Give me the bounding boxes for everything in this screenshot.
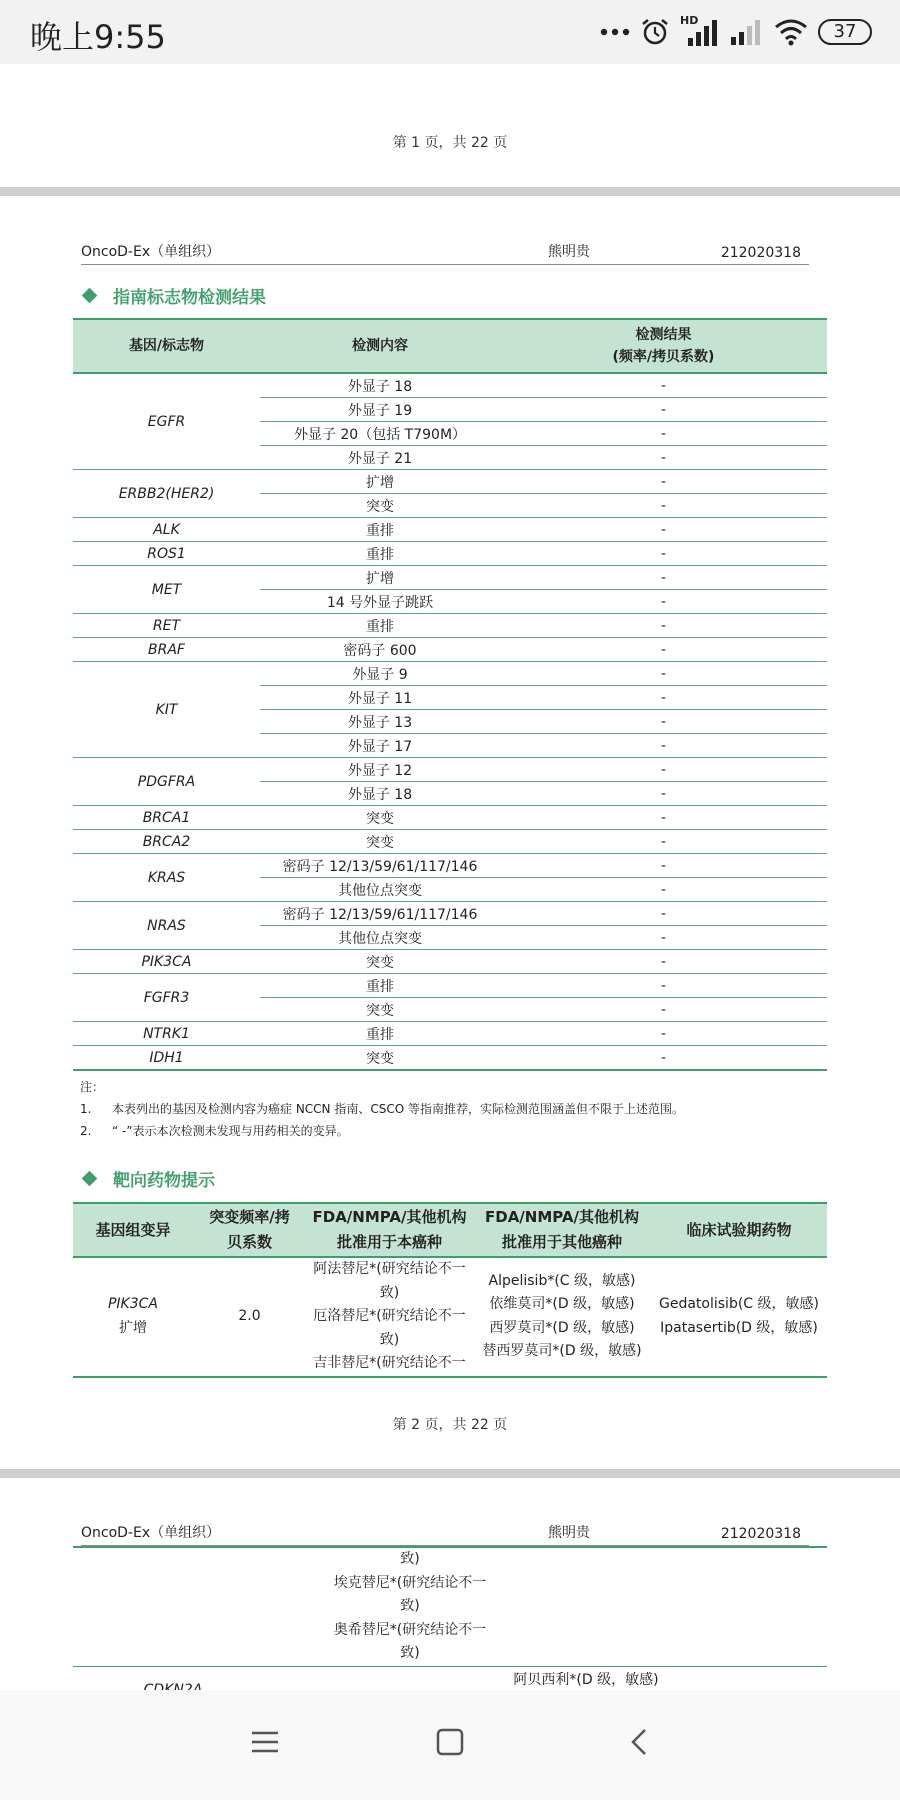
- page-separator: [0, 1469, 900, 1478]
- guideline-table-body: [73, 373, 827, 1070]
- page-header: [81, 1517, 809, 1546]
- drug-line: Alpelisib*(C 级，敏感): [488, 1272, 636, 1289]
- content-cell: 突变: [260, 1046, 500, 1071]
- drug-line: Gedatolisib(C 级，敏感): [659, 1296, 819, 1313]
- result-cell: -: [500, 902, 827, 926]
- alarm-icon: [640, 17, 670, 47]
- table-row: [73, 1257, 827, 1377]
- result-cell: -: [500, 734, 827, 758]
- table-row: [73, 830, 827, 854]
- col-header-result-line1: 检测结果: [635, 327, 692, 343]
- drug-line: 厄洛替尼*(研究结论不一: [313, 1308, 466, 1324]
- table-row: [73, 373, 827, 398]
- drug-line: 西罗莫司*(D 级，敏感): [489, 1319, 635, 1336]
- header-product: OncoD-Ex（单组织）: [81, 244, 221, 260]
- page1-footer: 第 1 页，共 22 页: [392, 135, 508, 151]
- table-row: [73, 902, 827, 926]
- content-cell: 突变: [260, 830, 500, 854]
- result-cell: -: [500, 1022, 827, 1046]
- content-cell: 突变: [260, 806, 500, 830]
- content-cell: 其他位点突变: [260, 878, 500, 902]
- content-cell: 扩增: [260, 566, 500, 590]
- gene-cell: BRAF: [73, 638, 260, 662]
- col-header-variant: 基因组变异: [73, 1203, 193, 1257]
- result-cell: -: [500, 1046, 827, 1071]
- more-dots-icon: [600, 27, 630, 37]
- page-header: [81, 236, 809, 265]
- note-text: “ -”表示本次检测未发现与用药相关的变异。: [112, 1124, 349, 1138]
- col-header-this-line2: 批准用于本癌种: [336, 1233, 442, 1251]
- content-cell: 外显子 17: [260, 734, 500, 758]
- content-cell: 突变: [260, 998, 500, 1022]
- note-text: 本表列出的基因及检测内容为癌症 NCCN 指南、CSCO 等指南推荐，实际检测范围涵盖但不限于上述范围。: [112, 1102, 684, 1116]
- gene-cell: RET: [73, 614, 260, 638]
- content-cell: 密码子 600: [260, 638, 500, 662]
- table-row: [73, 662, 827, 686]
- drug-line: 致): [379, 1331, 400, 1348]
- result-cell: -: [500, 614, 827, 638]
- col-header-other-line1: FDA/NMPA/其他机构: [485, 1208, 639, 1226]
- section2-title: 靶向药物提示: [113, 1171, 215, 1191]
- diamond-bullet-icon: [82, 1171, 98, 1187]
- content-cell: 重排: [260, 1022, 500, 1046]
- note-number: 2.: [80, 1124, 92, 1138]
- col-header-this-line1: FDA/NMPA/其他机构: [312, 1208, 467, 1226]
- result-cell: -: [500, 758, 827, 782]
- note-number: 1.: [80, 1102, 92, 1116]
- col-header-clinical-trial: 临床试验期药物: [651, 1203, 827, 1257]
- other-cancer-drugs: [473, 1257, 651, 1377]
- gene-cell: FGFR3: [73, 974, 260, 1022]
- table-row: [73, 806, 827, 830]
- signal-icon: [730, 17, 764, 47]
- content-cell: 外显子 21: [260, 446, 500, 470]
- guideline-marker-table: [73, 318, 827, 1071]
- table-row: [73, 1046, 827, 1071]
- this-cancer-drugs: [306, 1257, 473, 1377]
- result-cell: -: [500, 422, 827, 446]
- trial-drugs: [651, 1257, 827, 1377]
- content-cell: 重排: [260, 518, 500, 542]
- table-row: [73, 950, 827, 974]
- this-cancer-drugs-continued: [305, 1548, 515, 1666]
- col-header-other-line2: 批准用于其他癌种: [501, 1233, 622, 1251]
- content-cell: 14 号外显子跳跃: [260, 590, 500, 614]
- result-cell: -: [500, 542, 827, 566]
- variant-gene: PIK3CA: [107, 1296, 158, 1313]
- section-title-targeted: [82, 1166, 215, 1191]
- drug-line: 致): [400, 1551, 420, 1567]
- note-item: [80, 1098, 684, 1120]
- diamond-bullet-icon: [82, 288, 98, 304]
- hd-badge: HD: [680, 14, 699, 27]
- home-icon[interactable]: [435, 1727, 465, 1757]
- col-header-content: 检测内容: [260, 319, 500, 373]
- gene-cell: EGFR: [73, 373, 260, 470]
- gene-cell: IDH1: [73, 1046, 260, 1071]
- content-cell: 外显子 9: [260, 662, 500, 686]
- content-cell: 外显子 12: [260, 758, 500, 782]
- content-cell: 重排: [260, 974, 500, 998]
- gene-cell: BRCA2: [73, 830, 260, 854]
- col-header-frequency-line2: 贝系数: [226, 1233, 272, 1251]
- table-row: [73, 518, 827, 542]
- result-cell: -: [500, 398, 827, 422]
- table-row: [73, 974, 827, 998]
- content-cell: 外显子 20（包括 T790M）: [260, 422, 500, 446]
- content-cell: 外显子 18: [260, 782, 500, 806]
- table-row: [73, 758, 827, 782]
- gene-cell: MET: [73, 566, 260, 614]
- drug-line: 奥希替尼*(研究结论不一: [333, 1621, 487, 1638]
- content-cell: 密码子 12/13/59/61/117/146: [260, 854, 500, 878]
- wifi-icon: [774, 18, 808, 46]
- gene-cell: PIK3CA: [73, 950, 260, 974]
- result-cell: -: [500, 854, 827, 878]
- page-separator: [0, 187, 900, 196]
- table-row: [73, 854, 827, 878]
- result-cell: -: [500, 373, 827, 398]
- header-report-id: 212020318: [720, 245, 801, 261]
- variant-cell: [73, 1257, 193, 1377]
- table-row: [73, 470, 827, 494]
- col-header-result: [500, 319, 827, 373]
- drug-line: 替西罗莫司*(D 级，敏感): [482, 1343, 642, 1360]
- gene-cell: NRAS: [73, 902, 260, 950]
- result-cell: -: [500, 830, 827, 854]
- content-cell: 外显子 11: [260, 686, 500, 710]
- gene-cell: NTRK1: [73, 1022, 260, 1046]
- navigation-bar: [0, 1690, 900, 1800]
- drug-line: Ipatasertib(D 级，敏感): [660, 1319, 818, 1336]
- result-cell: -: [500, 638, 827, 662]
- content-cell: 其他位点突变: [260, 926, 500, 950]
- result-cell: -: [500, 782, 827, 806]
- result-cell: -: [500, 926, 827, 950]
- result-cell: -: [500, 806, 827, 830]
- gene-cell: KIT: [73, 662, 260, 758]
- content-cell: 突变: [260, 494, 500, 518]
- table-row: [73, 566, 827, 590]
- result-cell: -: [500, 446, 827, 470]
- gene-cell: PDGFRA: [73, 758, 260, 806]
- table-row: [73, 1022, 827, 1046]
- table-row: [73, 614, 827, 638]
- result-cell: -: [500, 566, 827, 590]
- col-header-result-line2: (频率/拷贝系数): [612, 349, 715, 365]
- content-cell: 扩增: [260, 470, 500, 494]
- result-cell: -: [500, 974, 827, 998]
- gene-cell: ROS1: [73, 542, 260, 566]
- result-cell: -: [500, 662, 827, 686]
- col-header-approved-other-cancer: [473, 1203, 651, 1257]
- result-cell: -: [500, 686, 827, 710]
- menu-icon[interactable]: [250, 1727, 280, 1757]
- result-cell: -: [500, 998, 827, 1022]
- section-title-guideline: [82, 283, 266, 308]
- result-cell: -: [500, 950, 827, 974]
- table-row: [73, 542, 827, 566]
- battery-icon: 37: [818, 19, 872, 45]
- notes-label: 注：: [80, 1080, 105, 1094]
- gene-cell: ALK: [73, 518, 260, 542]
- row-divider: [73, 1666, 827, 1667]
- status-icons: [600, 14, 872, 50]
- content-cell: 重排: [260, 542, 500, 566]
- content-cell: 突变: [260, 950, 500, 974]
- col-header-frequency: [193, 1203, 306, 1257]
- content-cell: 密码子 12/13/59/61/117/146: [260, 902, 500, 926]
- content-cell: 外显子 18: [260, 373, 500, 398]
- content-cell: 外显子 19: [260, 398, 500, 422]
- result-cell: -: [500, 518, 827, 542]
- other-cancer-drugs-partial: 阿贝西利*(D 级，敏感): [513, 1672, 659, 1688]
- note-item: [80, 1120, 684, 1142]
- result-cell: -: [500, 590, 827, 614]
- col-header-approved-this-cancer: [306, 1203, 473, 1257]
- content-cell: 重排: [260, 614, 500, 638]
- drug-line: 致): [400, 1598, 420, 1614]
- table-notes: [80, 1076, 684, 1142]
- frequency-cell: 2.0: [193, 1257, 306, 1377]
- drug-line: 阿法替尼*(研究结论不一: [313, 1261, 466, 1277]
- header-report-id: 212020318: [720, 1526, 801, 1542]
- drug-line: 依维莫司*(D 级，敏感): [489, 1296, 635, 1313]
- col-header-frequency-line1: 突变频率/拷: [209, 1208, 290, 1226]
- header-patient: 熊明贵: [548, 1525, 590, 1541]
- status-time: 晚上9:55: [30, 18, 166, 56]
- gene-cell: KRAS: [73, 854, 260, 902]
- drug-line: 致): [400, 1645, 420, 1661]
- drug-line: 埃克替尼*(研究结论不一: [333, 1574, 487, 1591]
- back-icon[interactable]: [625, 1727, 655, 1757]
- drug-line: 吉非替尼*(研究结论不一: [313, 1355, 466, 1371]
- drug-line: 致): [379, 1284, 400, 1301]
- gene-cell: ERBB2(HER2): [73, 470, 260, 518]
- signal-hd-icon: [680, 16, 720, 48]
- targeted-drug-table: [73, 1202, 827, 1378]
- col-header-gene: 基因/标志物: [73, 319, 260, 373]
- targeted-drug-table-continued: [73, 1546, 827, 1688]
- header-patient: 熊明贵: [548, 244, 590, 260]
- content-cell: 外显子 13: [260, 710, 500, 734]
- status-bar: [0, 0, 900, 64]
- gene-cell: BRCA1: [73, 806, 260, 830]
- section1-title: 指南标志物检测结果: [113, 288, 266, 308]
- result-cell: -: [500, 878, 827, 902]
- page2-footer: 第 2 页，共 22 页: [392, 1417, 508, 1433]
- variant-type: 扩增: [119, 1319, 147, 1336]
- result-cell: -: [500, 494, 827, 518]
- table-row: [73, 638, 827, 662]
- result-cell: -: [500, 470, 827, 494]
- result-cell: -: [500, 710, 827, 734]
- header-product: OncoD-Ex（单组织）: [81, 1525, 221, 1541]
